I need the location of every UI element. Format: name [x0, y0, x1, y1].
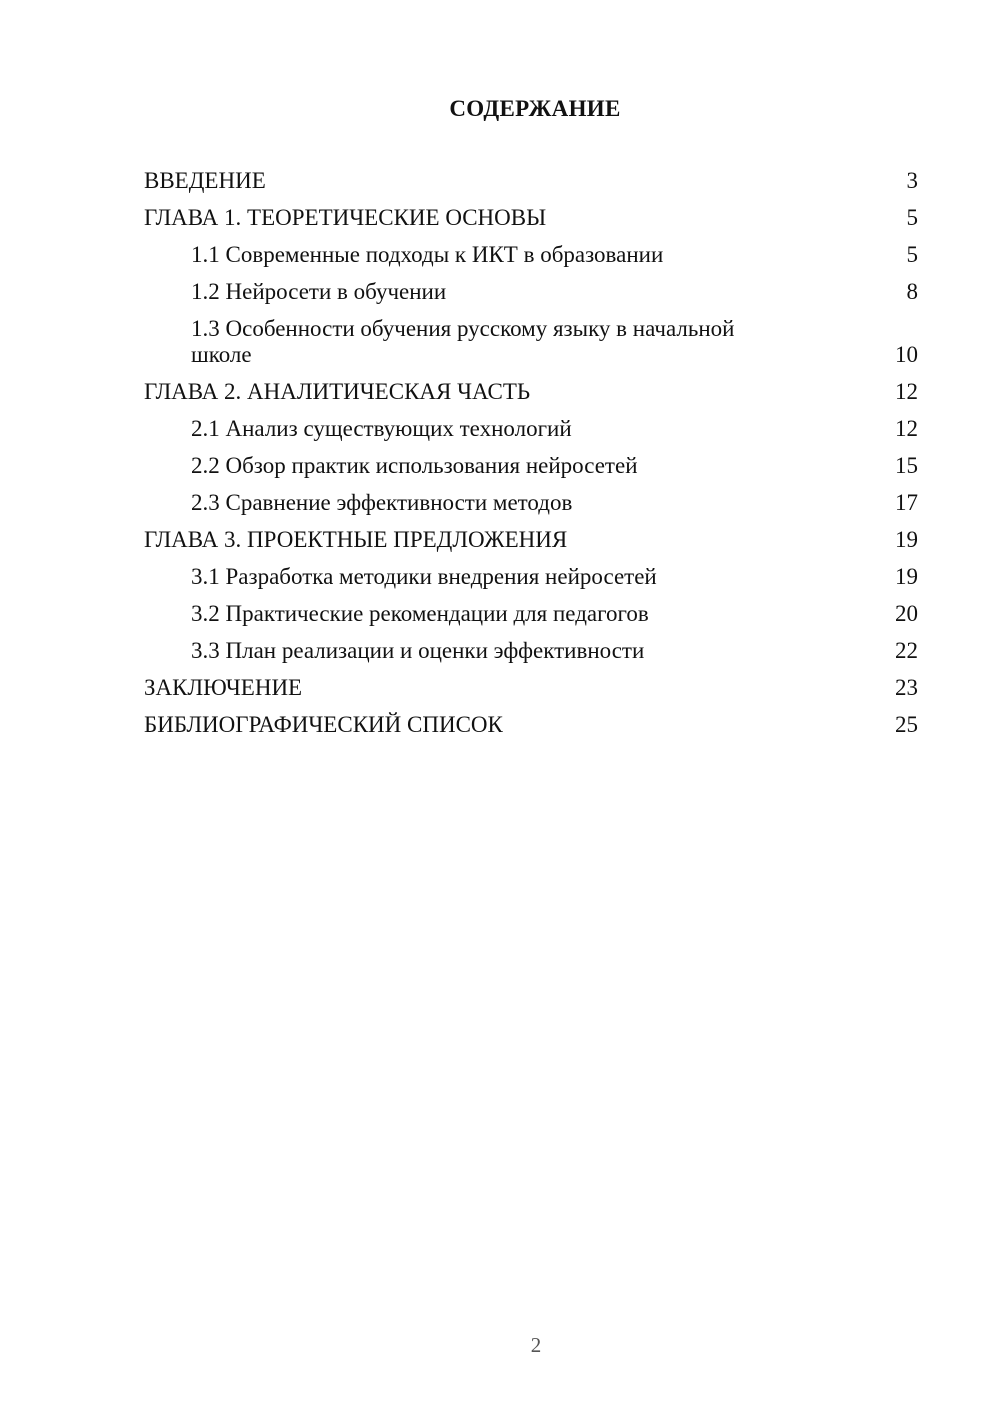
- toc-entry-page: 15: [895, 453, 918, 478]
- toc-entry-section-2-1[interactable]: [144, 416, 918, 442]
- toc-entry-introduction[interactable]: [144, 168, 918, 194]
- toc-entry-section-2-3[interactable]: [144, 490, 918, 516]
- toc-entry-label: 3.2 Практические рекомендации для педагогов: [191, 601, 649, 626]
- toc-entry-label: ГЛАВА 2. АНАЛИТИЧЕСКАЯ ЧАСТЬ: [144, 379, 531, 404]
- toc-entry-bibliography[interactable]: [144, 712, 918, 738]
- table-of-contents: [144, 168, 918, 749]
- toc-entry-chapter-2[interactable]: [144, 379, 918, 405]
- toc-entry-page: 12: [895, 416, 918, 441]
- toc-entry-label: ЗАКЛЮЧЕНИЕ: [144, 675, 303, 700]
- toc-entry-page: 5: [906, 205, 918, 230]
- toc-entry-page: 5: [906, 242, 918, 267]
- toc-entry-label: ГЛАВА 1. ТЕОРЕТИЧЕСКИЕ ОСНОВЫ: [144, 205, 547, 230]
- toc-entry-page: 17: [895, 490, 918, 515]
- toc-entry-label: 3.1 Разработка методики внедрения нейросетей: [191, 564, 657, 589]
- toc-entry-conclusion[interactable]: [144, 675, 918, 701]
- toc-entry-page: 3: [906, 168, 918, 193]
- toc-entry-section-3-2[interactable]: [144, 601, 918, 627]
- toc-entry-label: 1.1 Современные подходы к ИКТ в образовании: [191, 242, 664, 267]
- toc-entry-section-1-1[interactable]: [144, 242, 918, 268]
- toc-entry-label: 2.2 Обзор практик использования нейросетей: [191, 453, 638, 478]
- toc-entry-page: 8: [906, 279, 918, 304]
- toc-entry-page: 10: [895, 342, 918, 367]
- toc-entry-section-3-1[interactable]: [144, 564, 918, 590]
- toc-entry-label: БИБЛИОГРАФИЧЕСКИЙ СПИСОК: [144, 712, 503, 737]
- toc-entry-page: 25: [895, 712, 918, 737]
- toc-entry-section-3-3[interactable]: [144, 638, 918, 664]
- toc-entry-page: 22: [895, 638, 918, 663]
- toc-entry-chapter-3[interactable]: [144, 527, 918, 553]
- toc-entry-label: ГЛАВА 3. ПРОЕКТНЫЕ ПРЕДЛОЖЕНИЯ: [144, 527, 568, 552]
- toc-entry-section-1-2[interactable]: [144, 279, 918, 305]
- toc-entry-label: 2.3 Сравнение эффективности методов: [191, 490, 573, 515]
- toc-entry-chapter-1[interactable]: [144, 205, 918, 231]
- toc-entry-label: 3.3 План реализации и оценки эффективности: [191, 638, 645, 663]
- toc-entry-label: 2.1 Анализ существующих технологий: [191, 416, 572, 441]
- toc-entry-label: 1.2 Нейросети в обучении: [191, 279, 447, 304]
- toc-entry-page: 19: [895, 564, 918, 589]
- toc-entry-section-1-3[interactable]: [144, 316, 918, 368]
- toc-entry-page: 12: [895, 379, 918, 404]
- toc-entry-label: 1.3 Особенности обучения русскому языку в начальной школе: [191, 316, 735, 367]
- page-number: 2: [530, 1333, 542, 1357]
- toc-entry-section-2-2[interactable]: [144, 453, 918, 479]
- toc-entry-label: ВВЕДЕНИЕ: [144, 168, 266, 193]
- toc-entry-page: 19: [895, 527, 918, 552]
- page-title: СОДЕРЖАНИЕ: [449, 96, 621, 121]
- toc-entry-page: 23: [895, 675, 918, 700]
- toc-entry-page: 20: [895, 601, 918, 626]
